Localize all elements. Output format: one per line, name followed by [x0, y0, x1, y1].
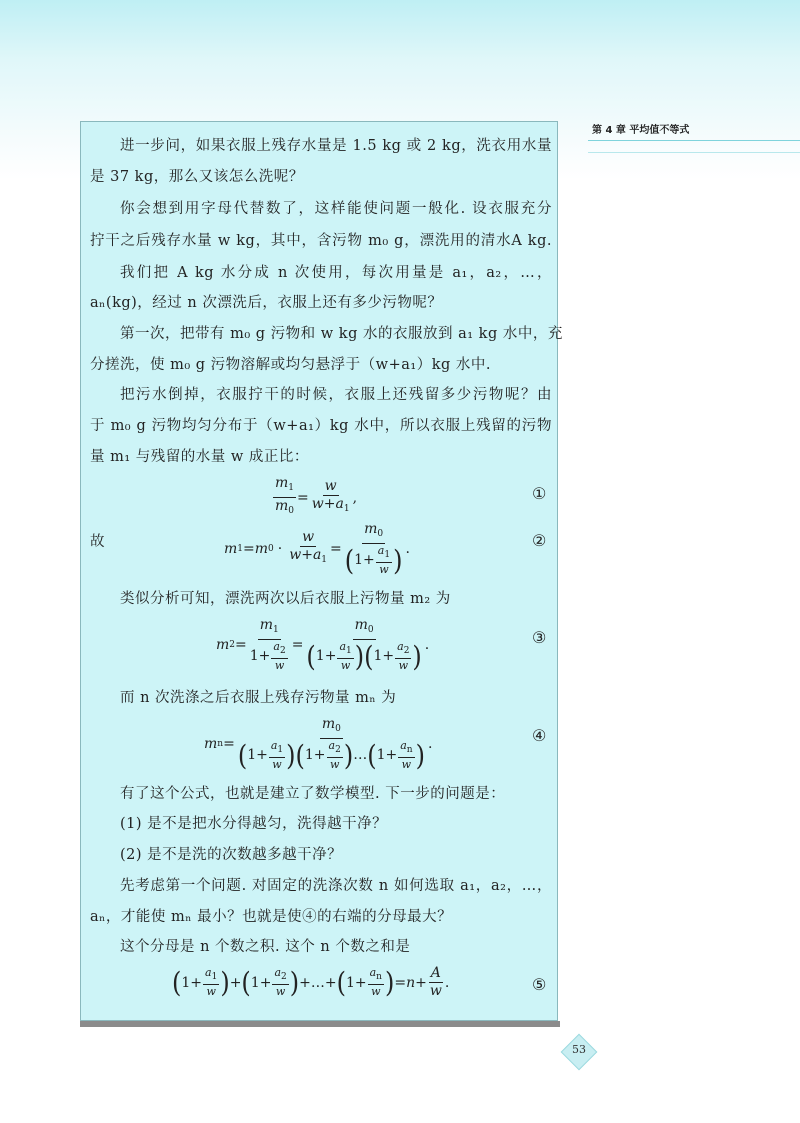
paragraph-line: 第一次，把带有 m₀ g 污物和 w kg 水的衣服放到 a₁ kg 水中，充: [120, 326, 563, 342]
chapter-rule: [588, 140, 800, 141]
question-2: (2) 是不是洗的次数越多越干净？: [120, 847, 343, 863]
formula-4: m n = $m_0$ ( 1+ $\frac{a_1}{w}$ ) ( 1+ $\frac{a_2}{w}$ ) … ( 1+ $\frac{a_n}{w}$ ) .: [204, 716, 433, 772]
formula-1: $\frac{m_1}{m_0}$ = $\frac{w}{w+a_1}$ ,: [275, 475, 358, 516]
paragraph-line: 这个分母是 n 个数之积. 这个 n 个数之和是: [120, 939, 411, 955]
paragraph-line: 有了这个公式，也就是建立了数学模型. 下一步的问题是：: [120, 786, 506, 802]
paragraph-line: 而 n 次洗涤之后衣服上残存污物量 mₙ 为: [120, 690, 397, 706]
formula-3: m 2 = $m_1$ 1+ $\frac{a_2}{w}$ = $m_0$ ( 1+ $\frac{a_1}{w}$ ) ( 1+ $\frac{a_2}{w}$ ) .: [216, 617, 430, 673]
paragraph-line: 类似分析可知，漂洗两次以后衣服上污物量 m₂ 为: [120, 591, 451, 607]
formula-mark: ③: [532, 628, 547, 647]
paragraph-line: 量 m₁ 与残留的水量 w 成正比：: [90, 449, 309, 465]
paragraph-line: 是 37 kg，那么又该怎么洗呢？: [90, 169, 304, 185]
paragraph-line: 我们把 A kg 水分成 n 次使用，每次用量是 a₁，a₂，…，: [120, 265, 552, 281]
formula-2: m 1 = m 0 · $\frac{w}{w+a_1}$ = $m_0$ ( 1+ $\frac{a_1}{w}$ ) .: [224, 521, 410, 577]
content-box-shadow: [80, 1021, 560, 1027]
paragraph-line: 先考虑第一个问题. 对固定的洗涤次数 n 如何选取 a₁，a₂，…，: [120, 878, 552, 894]
chapter-rule-2: [588, 152, 800, 153]
formula-mark: ④: [532, 726, 547, 745]
paragraph-line: aₙ(kg)，经过 n 次漂洗后，衣服上还有多少污物呢？: [90, 295, 443, 311]
paragraph-line: 进一步问，如果衣服上残存水量是 1.5 kg 或 2 kg，洗衣用水量: [120, 138, 552, 154]
page-number: 53: [572, 1043, 586, 1056]
formula-mark: ①: [532, 484, 547, 503]
chapter-header: 第 4 章 平均值不等式: [592, 125, 690, 136]
formula-5: ( 1+ $\frac{a_1}{w}$ ) + ( 1+ $\frac{a_2}{w}$ ) +…+ ( 1+ $\frac{a_n}{w}$ ) = n + $\frac{A}{w}$ .: [172, 965, 450, 999]
paragraph-line: 拧干之后残存水量 w kg，其中，含污物 m₀ g，漂洗用的清水A kg.: [90, 233, 552, 249]
question-1: (1) 是不是把水分得越匀，洗得越干净？: [120, 816, 388, 832]
gu-label: 故: [90, 534, 105, 550]
paragraph-line: aₙ，才能使 mₙ 最小？也就是使④的右端的分母最大？: [90, 909, 453, 925]
paragraph-line: 于 m₀ g 污物均匀分布于（w+a₁）kg 水中，所以衣服上残留的污物: [90, 418, 552, 434]
formula-mark: ②: [532, 531, 547, 550]
formula-mark: ⑤: [532, 975, 547, 994]
paragraph-line: 你会想到用字母代替数了，这样能使问题一般化. 设衣服充分: [120, 201, 552, 217]
paragraph-line: 把污水倒掉，衣服拧干的时候，衣服上还残留多少污物呢？由: [120, 387, 552, 403]
paragraph-line: 分搓洗，使 m₀ g 污物溶解或均匀悬浮于（w+a₁）kg 水中.: [90, 357, 491, 373]
